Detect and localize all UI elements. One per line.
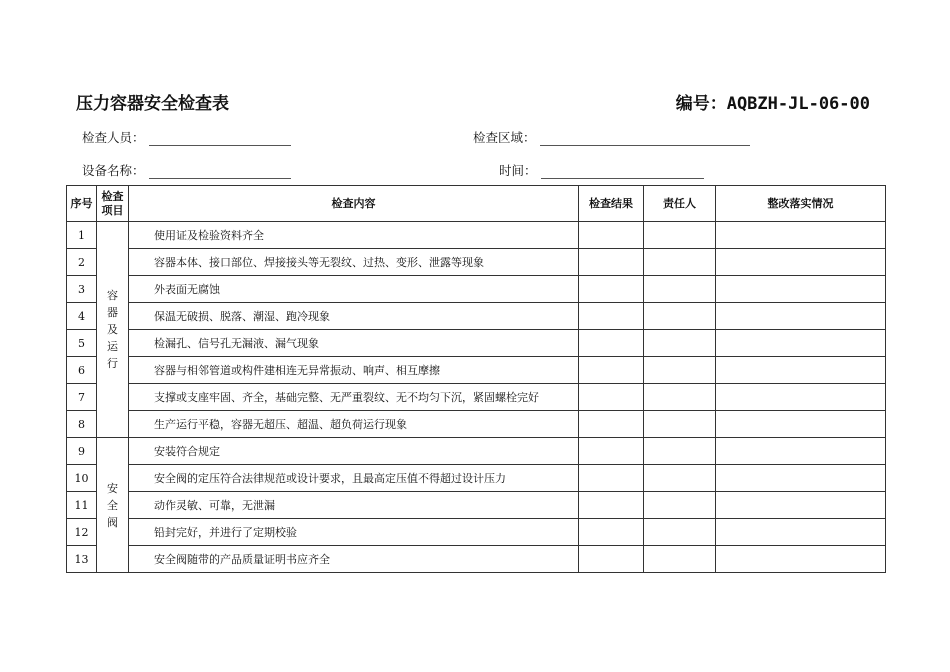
table-row <box>67 438 886 465</box>
result-cell[interactable] <box>579 546 644 573</box>
table-row <box>67 492 886 519</box>
check-content: 容器本体、接口部位、焊接接头等无裂纹、过热、变形、泄露等现象 <box>129 249 579 276</box>
check-content: 支撑或支座牢固、齐全，基础完整、无严重裂纹、无不均匀下沉，紧固螺栓完好 <box>129 384 579 411</box>
category-cell <box>97 222 129 438</box>
time-label: 时间： <box>499 163 537 178</box>
check-content: 生产运行平稳，容器无超压、超温、超负荷运行现象 <box>129 411 579 438</box>
rectify-cell[interactable] <box>716 222 886 249</box>
row-number: 12 <box>67 519 97 546</box>
row-number: 9 <box>67 438 97 465</box>
table-row <box>67 411 886 438</box>
result-cell[interactable] <box>579 384 644 411</box>
row-number: 6 <box>67 357 97 384</box>
check-content: 安全阀的定压符合法律规范或设计要求，且最高定压值不得超过设计压力 <box>129 465 579 492</box>
person-cell[interactable] <box>644 249 716 276</box>
table-row <box>67 330 886 357</box>
header-content: 检查内容 <box>129 186 579 222</box>
header-person: 责任人 <box>644 186 716 222</box>
table-header-row <box>67 186 886 222</box>
equipment-input-line[interactable] <box>149 165 291 179</box>
category-label: 安全阀 <box>107 481 118 529</box>
check-content: 动作灵敏、可靠，无泄漏 <box>129 492 579 519</box>
check-content: 使用证及检验资料齐全 <box>129 222 579 249</box>
person-cell[interactable] <box>644 357 716 384</box>
row-number: 4 <box>67 303 97 330</box>
result-cell[interactable] <box>579 330 644 357</box>
table-row <box>67 303 886 330</box>
rectify-cell[interactable] <box>716 411 886 438</box>
check-content: 外表面无腐蚀 <box>129 276 579 303</box>
row-number: 5 <box>67 330 97 357</box>
equipment-label: 设备名称： <box>82 163 145 178</box>
header-result: 检查结果 <box>579 186 644 222</box>
table-row <box>67 249 886 276</box>
inspector-input-line[interactable] <box>149 132 291 146</box>
rectify-cell[interactable] <box>716 249 886 276</box>
time-input-line[interactable] <box>541 165 704 179</box>
result-cell[interactable] <box>579 411 644 438</box>
check-content: 保温无破损、脱落、潮湿、跑冷现象 <box>129 303 579 330</box>
person-cell[interactable] <box>644 411 716 438</box>
header-no: 序号 <box>67 186 97 222</box>
rectify-cell[interactable] <box>716 519 886 546</box>
rectify-cell[interactable] <box>716 546 886 573</box>
person-cell[interactable] <box>644 330 716 357</box>
result-cell[interactable] <box>579 222 644 249</box>
table-row <box>67 222 886 249</box>
person-cell[interactable] <box>644 519 716 546</box>
rectify-cell[interactable] <box>716 438 886 465</box>
header-rectify: 整改落实情况 <box>716 186 886 222</box>
check-content: 铅封完好，并进行了定期校验 <box>129 519 579 546</box>
form-title: 压力容器安全检查表 <box>76 94 229 114</box>
table-row <box>67 546 886 573</box>
person-cell[interactable] <box>644 492 716 519</box>
table-row <box>67 519 886 546</box>
inspector-field <box>82 128 291 146</box>
person-cell[interactable] <box>644 384 716 411</box>
area-label: 检查区域： <box>473 130 536 145</box>
result-cell[interactable] <box>579 357 644 384</box>
row-number: 13 <box>67 546 97 573</box>
rectify-cell[interactable] <box>716 303 886 330</box>
result-cell[interactable] <box>579 276 644 303</box>
rectify-cell[interactable] <box>716 384 886 411</box>
check-content: 安全阀随带的产品质量证明书应齐全 <box>129 546 579 573</box>
inspection-table <box>66 185 886 573</box>
result-cell[interactable] <box>579 519 644 546</box>
rectify-cell[interactable] <box>716 330 886 357</box>
table-row <box>67 276 886 303</box>
person-cell[interactable] <box>644 222 716 249</box>
result-cell[interactable] <box>579 492 644 519</box>
check-content: 容器与相邻管道或构件建相连无异常振动、响声、相互摩擦 <box>129 357 579 384</box>
row-number: 11 <box>67 492 97 519</box>
rectify-cell[interactable] <box>716 357 886 384</box>
equipment-field <box>82 161 291 179</box>
form-code-value: AQBZH-JL-06-00 <box>726 94 870 114</box>
person-cell[interactable] <box>644 465 716 492</box>
area-input-line[interactable] <box>540 132 750 146</box>
row-number: 7 <box>67 384 97 411</box>
person-cell[interactable] <box>644 438 716 465</box>
header-item: 检查项目 <box>97 186 129 222</box>
rectify-cell[interactable] <box>716 492 886 519</box>
person-cell[interactable] <box>644 276 716 303</box>
table-row <box>67 357 886 384</box>
check-content: 安装符合规定 <box>129 438 579 465</box>
check-content: 检漏孔、信号孔无漏液、漏气现象 <box>129 330 579 357</box>
person-cell[interactable] <box>644 546 716 573</box>
row-number: 10 <box>67 465 97 492</box>
category-label: 容器及运行 <box>107 289 118 370</box>
form-code-label: 编号： <box>675 94 727 114</box>
time-field <box>499 161 704 179</box>
rectify-cell[interactable] <box>716 465 886 492</box>
rectify-cell[interactable] <box>716 276 886 303</box>
person-cell[interactable] <box>644 303 716 330</box>
result-cell[interactable] <box>579 249 644 276</box>
result-cell[interactable] <box>579 303 644 330</box>
inspector-label: 检查人员： <box>82 130 145 145</box>
category-cell <box>97 438 129 573</box>
result-cell[interactable] <box>579 465 644 492</box>
row-number: 2 <box>67 249 97 276</box>
area-field <box>473 128 750 146</box>
table-row <box>67 465 886 492</box>
row-number: 1 <box>67 222 97 249</box>
result-cell[interactable] <box>579 438 644 465</box>
table-row <box>67 384 886 411</box>
row-number: 8 <box>67 411 97 438</box>
form-code <box>676 89 870 114</box>
row-number: 3 <box>67 276 97 303</box>
